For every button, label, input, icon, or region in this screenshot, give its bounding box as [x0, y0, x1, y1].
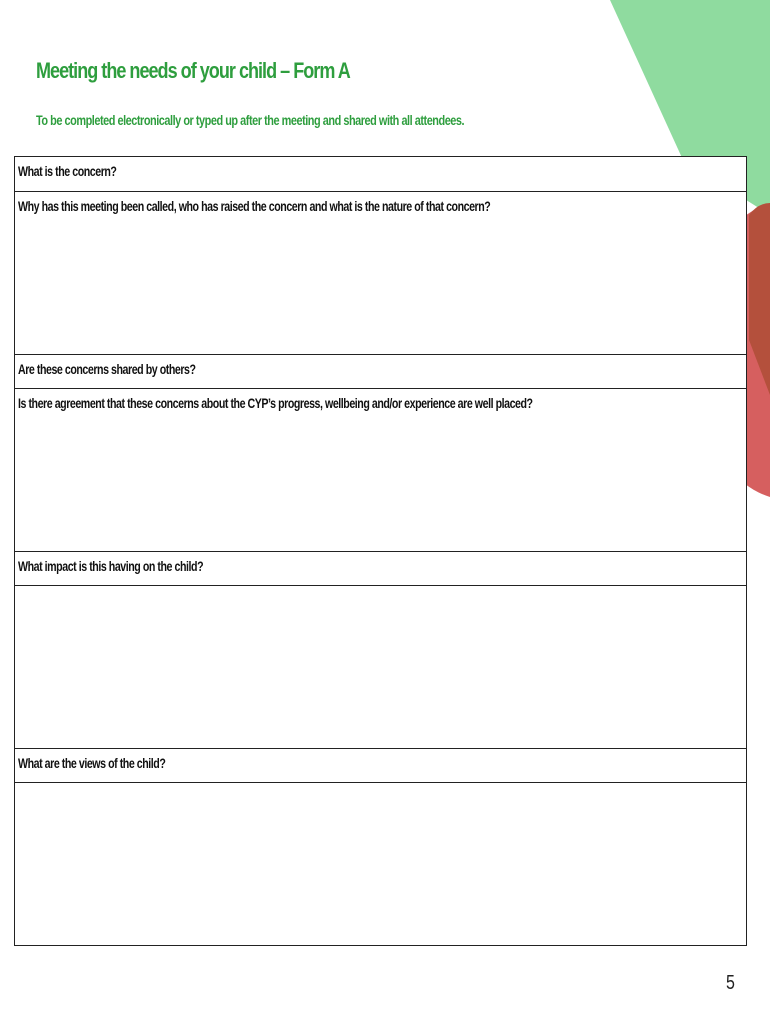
section-response-field[interactable] [15, 191, 746, 354]
page-number: 5 [726, 972, 735, 994]
section-prompt: Why has this meeting been called, who has raised the concern and what is the nature of that concern? [18, 198, 491, 214]
concern-form-table [14, 156, 747, 946]
page-title: Meeting the needs of your child – Form A [36, 58, 350, 83]
section-heading: What impact is this having on the child? [18, 558, 204, 574]
section-heading-row [15, 157, 746, 191]
section-heading-row [15, 354, 746, 388]
section-prompt: Is there agreement that these concerns about the CYP’s progress, wellbeing and/or experience are well placed? [18, 395, 533, 411]
section-heading: What is the concern? [18, 163, 117, 179]
section-response-field[interactable] [15, 782, 746, 945]
section-heading: Are these concerns shared by others? [18, 361, 196, 377]
section-response-field[interactable] [15, 585, 746, 748]
page-subtitle: To be completed electronically or typed up after the meeting and shared with all attendees. [36, 112, 465, 128]
section-heading: What are the views of the child? [18, 755, 166, 771]
section-heading-row [15, 551, 746, 585]
section-response-field[interactable] [15, 388, 746, 551]
section-heading-row [15, 748, 746, 782]
